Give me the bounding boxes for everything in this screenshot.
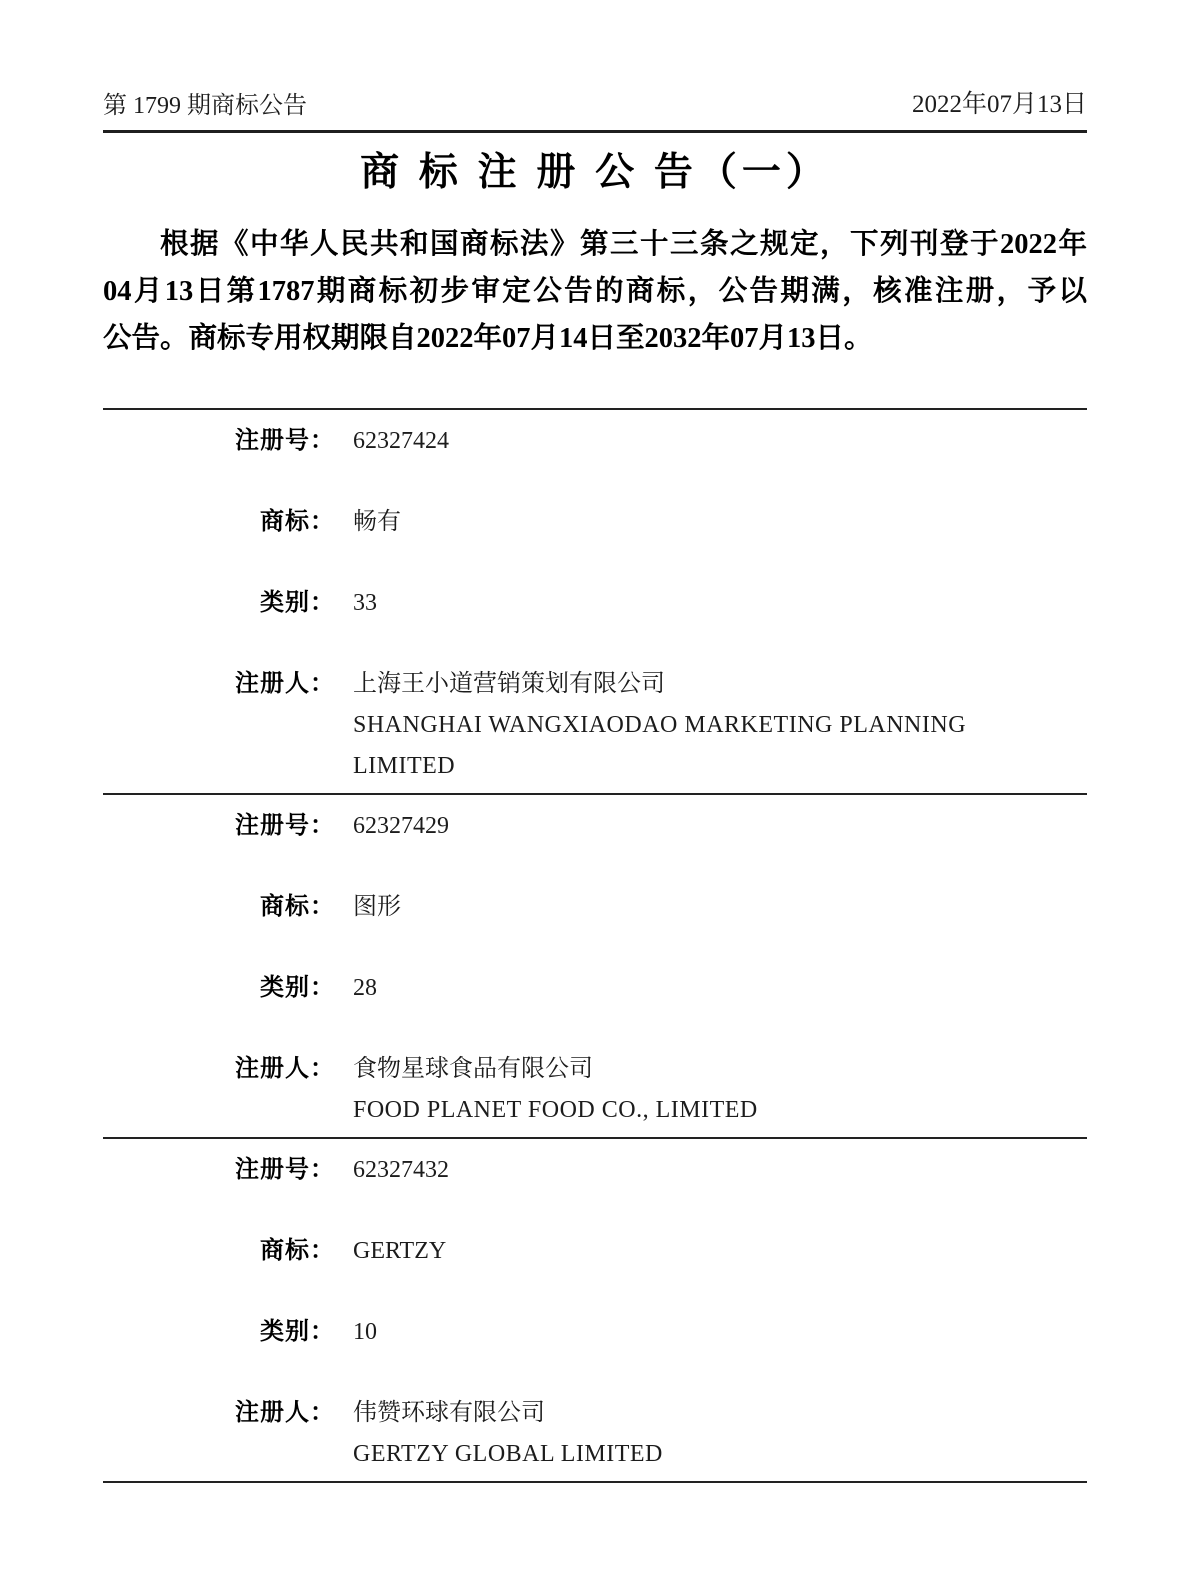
trademark-record-2 <box>103 795 1087 1137</box>
class-value: 28 <box>353 975 377 1001</box>
registrant-row <box>103 1054 1087 1125</box>
registration-number-value: 62327432 <box>353 1157 449 1183</box>
registrant-name-cn: 伟赞环球有限公司 <box>353 1400 545 1426</box>
registrant-label: 注册人： <box>235 1056 335 1082</box>
page-title: 商 标 注 册 公 告（一） <box>360 151 830 194</box>
trademark-row <box>103 1236 1087 1266</box>
publication-date-label: 2022年07月13日 <box>911 91 1087 118</box>
class-value: 33 <box>353 590 377 616</box>
class-row <box>103 1317 1087 1347</box>
registrant-name-en-line-1: GERTZY GLOBAL LIMITED <box>353 1441 663 1467</box>
trademark-value: 图形 <box>353 894 401 920</box>
issue-number-label: 第 1799 期商标公告 <box>103 93 307 119</box>
intro-line-1: 根据《中华人民共和国商标法》第三十三条之规定，下列刊登于2022年 <box>160 229 1087 260</box>
record-divider <box>103 1481 1087 1483</box>
registration-number-row <box>103 811 1087 841</box>
intro-line-2: 04月13日第1787期商标初步审定公告的商标，公告期满，核准注册，予以 <box>103 276 1087 307</box>
registration-number-value: 62327429 <box>353 813 449 839</box>
registrant-value <box>353 1054 758 1125</box>
registrant-label: 注册人： <box>235 1400 335 1426</box>
trademark-value: GERTZY <box>353 1238 447 1264</box>
header-rule <box>103 130 1087 133</box>
class-value: 10 <box>353 1319 377 1345</box>
trademark-value: 畅有 <box>353 509 401 535</box>
class-label: 类别： <box>260 1319 335 1345</box>
registration-number-value: 62327424 <box>353 428 449 454</box>
registrant-name-en-line-1: SHANGHAI WANGXIAODAO MARKETING PLANNING <box>353 712 967 738</box>
registrant-name-en-line-1: FOOD PLANET FOOD CO., LIMITED <box>353 1097 758 1123</box>
registrant-row <box>103 669 1087 781</box>
trademark-row <box>103 892 1087 922</box>
class-row <box>103 973 1087 1003</box>
trademark-record-1 <box>103 410 1087 793</box>
registration-number-label: 注册号： <box>235 428 335 454</box>
records-list <box>103 408 1087 1483</box>
registrant-value <box>353 1398 663 1469</box>
registrant-label: 注册人： <box>235 671 335 697</box>
page-header <box>103 0 1087 120</box>
trademark-row <box>103 507 1087 537</box>
registrant-row <box>103 1398 1087 1469</box>
registrant-name-cn: 上海王小道营销策划有限公司 <box>353 671 665 697</box>
trademark-label: 商标： <box>260 509 335 535</box>
trademark-label: 商标： <box>260 894 335 920</box>
intro-line-3: 公告。商标专用权期限自2022年07月14日至2032年07月13日。 <box>103 323 873 354</box>
class-label: 类别： <box>260 975 335 1001</box>
registration-number-row <box>103 1155 1087 1185</box>
registration-number-label: 注册号： <box>235 1157 335 1183</box>
registrant-name-en-line-2: LIMITED <box>353 753 456 779</box>
class-label: 类别： <box>260 590 335 616</box>
registrant-value <box>353 669 966 781</box>
registration-number-row <box>103 426 1087 456</box>
trademark-record-3 <box>103 1139 1087 1481</box>
registration-number-label: 注册号： <box>235 813 335 839</box>
registrant-name-cn: 食物星球食品有限公司 <box>353 1056 593 1082</box>
trademark-label: 商标： <box>260 1238 335 1264</box>
intro-paragraph <box>103 221 1087 362</box>
class-row <box>103 588 1087 618</box>
